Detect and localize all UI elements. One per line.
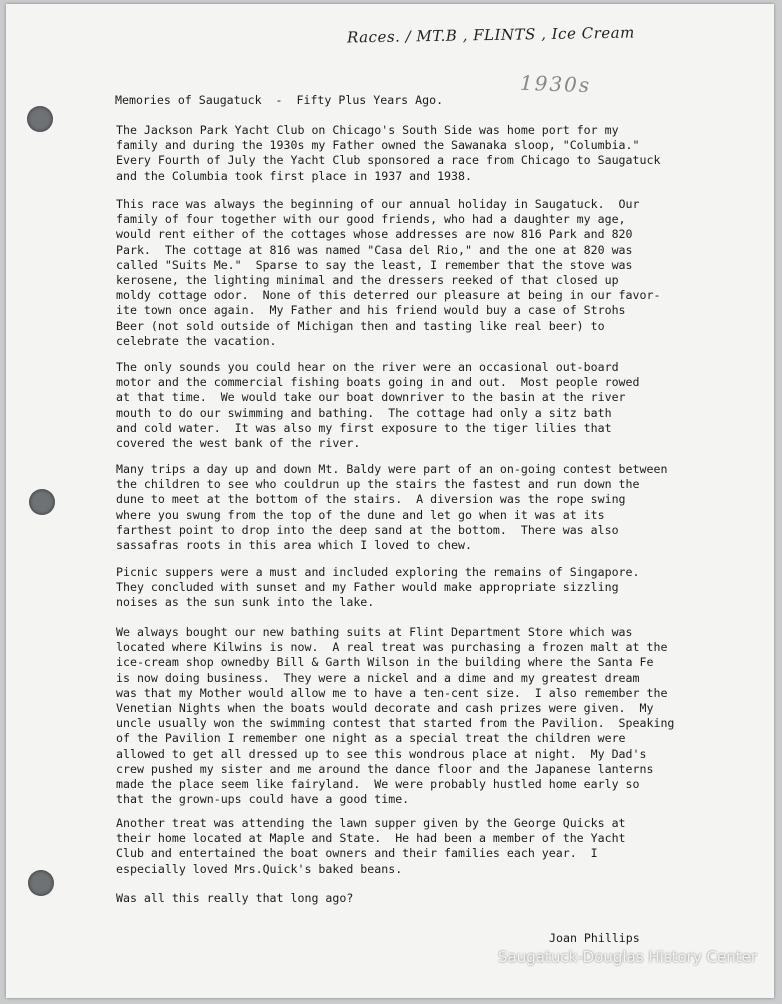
- text-line: celebrate the vacation.: [116, 333, 277, 348]
- text-line: the children to see who couldrun up the stairs the fastest and run down the: [116, 477, 640, 492]
- text-line: their home located at Maple and State. He had been a member of the Yacht: [116, 831, 626, 846]
- text-line: mouth to do our swimming and bathing. The cottage had only a sitz bath: [116, 405, 612, 420]
- text-line: of the Pavilion I remember one night as a special treat the children were: [116, 731, 626, 746]
- punch-hole-middle: [29, 489, 55, 515]
- text-line: Many trips a day up and down Mt. Baldy were part of an on-going contest between: [116, 462, 668, 476]
- text-line: called "Suits Me." Sparse to say the least, I remember that the stove was: [116, 257, 633, 272]
- punch-hole-bottom: [28, 870, 54, 896]
- text-line: crew pushed my sister and me around the dance floor and the Japanese lanterns: [116, 761, 654, 776]
- paragraph-picnic-suppers: [116, 565, 736, 611]
- text-line: would rent either of the cottages whose addresses are now 816 Park and 820: [116, 227, 633, 242]
- text-line: The Jackson Park Yacht Club on Chicago's South Side was home port for my: [116, 123, 619, 137]
- text-line: uncle usually won the swimming contest that started from the Pavilion. Speaking: [116, 716, 675, 731]
- paragraph-annual-holiday: [116, 197, 736, 349]
- text-line: Picnic suppers were a must and included exploring the remains of Singapore.: [116, 565, 640, 579]
- text-line: This race was always the beginning of our annual holiday in Saugatuck. Our: [116, 197, 640, 211]
- paragraph-lawn-supper: [116, 816, 736, 877]
- text-line: covered the west bank of the river.: [116, 436, 361, 451]
- paragraph-mt-baldy: [116, 462, 736, 553]
- text-line: family of four together with our good friends, who had a daughter my age,: [116, 212, 626, 227]
- handwritten-year: 1930s: [519, 70, 592, 98]
- text-line: The only sounds you could hear on the river were an occasional out-board: [116, 360, 619, 374]
- text-line: ice-cream shop ownedby Bill & Garth Wilson in the building where the Santa Fe: [116, 655, 654, 670]
- text-line: Every Fourth of July the Yacht Club sponsored a race from Chicago to Saugatuck: [116, 153, 661, 168]
- author-signature: Joan Phillips: [549, 931, 640, 945]
- text-line: Venetian Nights when the boats would decorate and cash prizes were given. My: [116, 701, 654, 716]
- text-line: was that my Mother would allow me to have a ten-cent size. I also remember the: [116, 685, 668, 700]
- text-line: kerosene, the lighting minimal and the dressers reeked of that closed up: [116, 273, 619, 288]
- text-line: noises as the sun sunk into the lake.: [116, 595, 375, 610]
- paragraph-river-sounds: [116, 360, 736, 451]
- punch-hole-top: [27, 106, 53, 132]
- text-line: located where Kilwins is now. A real treat was purchasing a frozen malt at the: [116, 640, 668, 655]
- paragraph-bathing-suits: [116, 625, 736, 807]
- handwritten-note: Races. / MT.B , FLINTS , Ice Cream: [346, 23, 635, 47]
- text-line: Was all this really that long ago?: [116, 891, 354, 905]
- watermark: Saugatuck-Douglas History Center: [498, 948, 757, 966]
- text-line: at that time. We would take our boat downriver to the basin at the river: [116, 390, 626, 405]
- text-line: Another treat was attending the lawn supper given by the George Quicks at: [116, 816, 626, 830]
- text-line: farthest point to drop into the deep sand at the bottom. There was also: [116, 522, 619, 537]
- text-line: and the Columbia took first place in 1937 and 1938.: [116, 168, 472, 183]
- paragraph-closing-question: [116, 891, 736, 906]
- text-line: family and during the 1930s my Father owned the Sawanaka sloop, "Columbia.": [116, 138, 640, 153]
- paragraph-yacht-club: [116, 123, 736, 184]
- text-line: Beer (not sold outside of Michigan then and tasting like real beer) to: [116, 318, 605, 333]
- text-line: Club and entertained the boat owners and their families each year. I: [116, 846, 598, 861]
- text-line: is now doing business. They were a nickel and a dime and my greatest dream: [116, 670, 640, 685]
- text-line: They concluded with sunset and my Father would make appropriate sizzling: [116, 580, 619, 595]
- text-line: ite town once again. My Father and his friend would buy a case of Strohs: [116, 303, 626, 318]
- text-line: especially loved Mrs.Quick's baked beans.: [116, 861, 403, 876]
- text-line: where you swung from the top of the dune and let go when it was at its: [116, 507, 605, 522]
- text-line: sassafras roots in this area which I loved to chew.: [116, 538, 472, 553]
- document-title: Memories of Saugatuck - Fifty Plus Years Ago.: [115, 93, 444, 107]
- text-line: We always bought our new bathing suits at Flint Department Store which was: [116, 625, 633, 639]
- text-line: moldy cottage odor. None of this deterred our pleasure at being in our favor-: [116, 288, 661, 303]
- text-line: made the place seem like fairyland. We were probably hustled home early so: [116, 777, 640, 792]
- text-line: that the grown-ups could have a good time.: [116, 792, 410, 807]
- text-line: Park. The cottage at 816 was named "Casa del Rio," and the one at 820 was: [116, 242, 633, 257]
- text-line: motor and the commercial fishing boats going in and out. Most people rowed: [116, 375, 640, 390]
- text-line: allowed to get all dressed up to see this wondrous place at night. My Dad's: [116, 746, 647, 761]
- text-line: and cold water. It was also my first exposure to the tiger lilies that: [116, 420, 612, 435]
- text-line: dune to meet at the bottom of the stairs. A diversion was the rope swing: [116, 492, 626, 507]
